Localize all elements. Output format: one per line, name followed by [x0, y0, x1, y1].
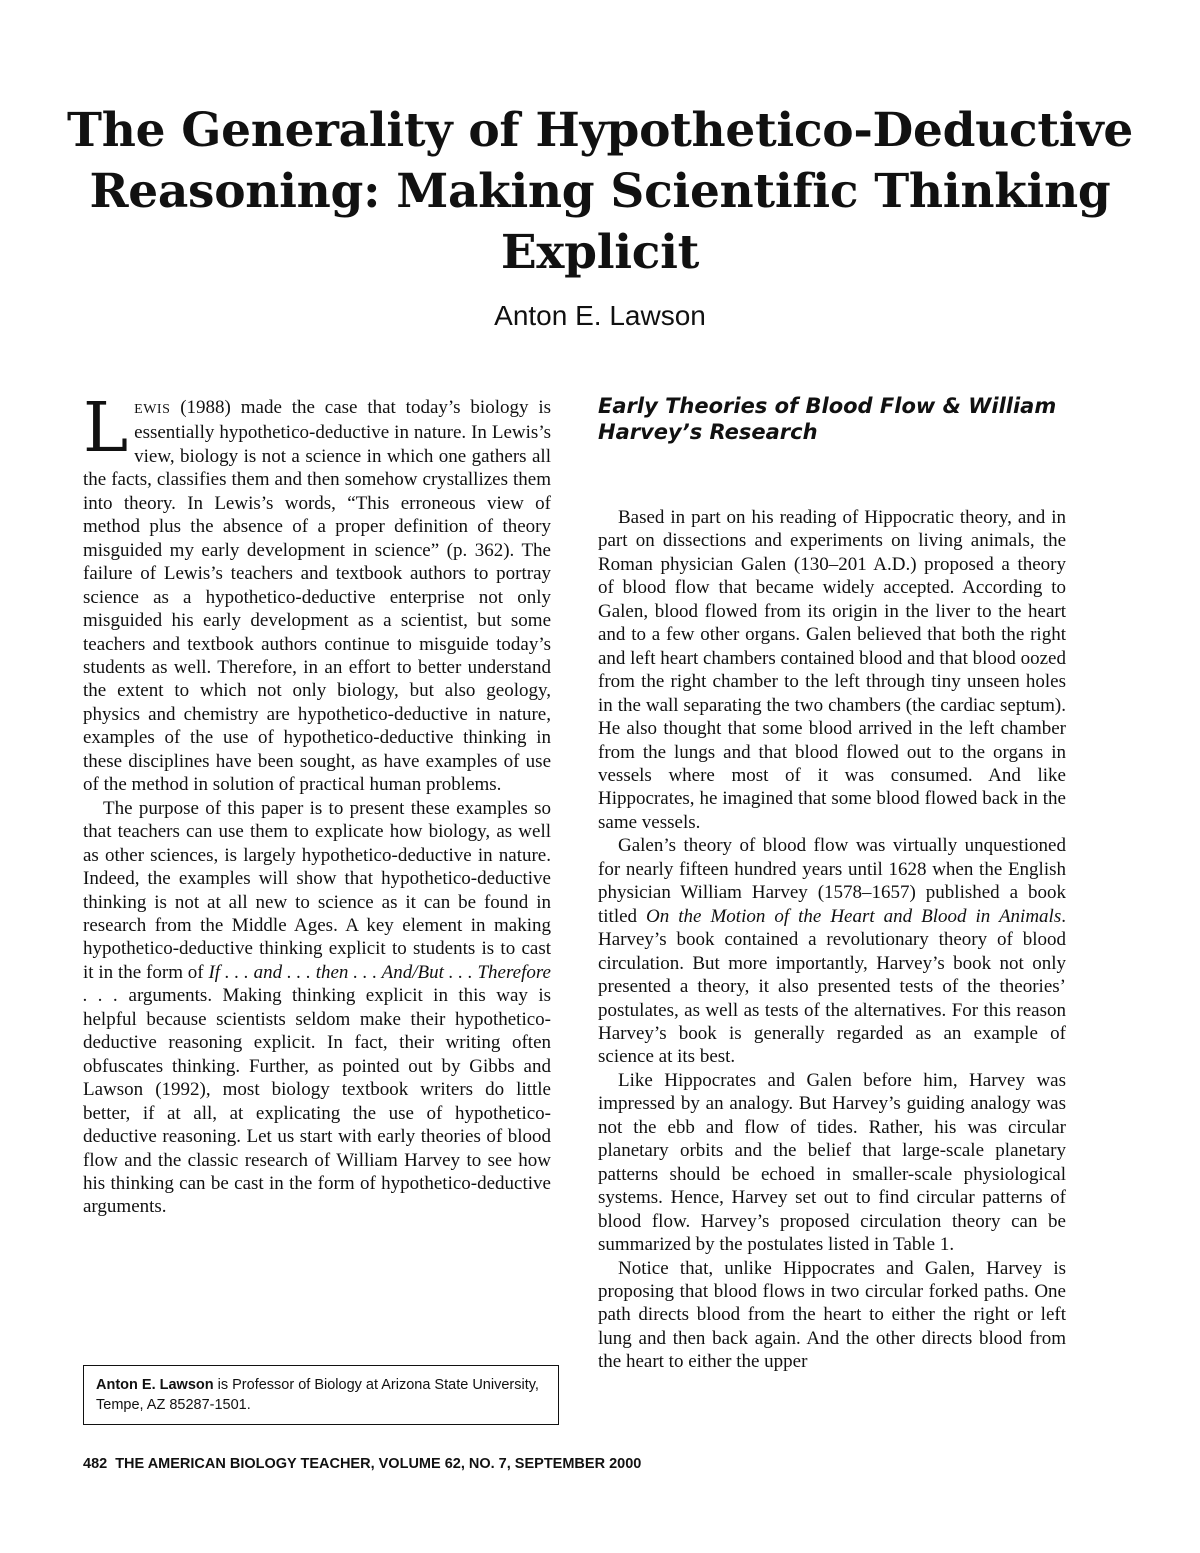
left-paragraph-2-italic: If . . . and . . . then . . . And/But . . . Therefore . . . [83, 961, 551, 1007]
right-paragraph-2-text-b: . Harvey’s book contained a revolutionary theory of blood circulation. But more importantly, Harvey’s book not only presented a theory, it also presented tests of the theories’ postulates, as well as tests of the alternatives. For this reason Harvey’s book is generally regarded as an example of science at its best. [598, 905, 1066, 1068]
left-paragraph-1-text: (1988) made the case that today’s biology is essentially hypothetico-deductive in nature. In Lewis’s view, biology is not a science in which one gathers all the facts, classifies them and then somehow crystallizes them into theory. In Lewis’s words, “This erroneous view of method plus the absence of a proper definition of theory misguided my early development in science” (p. 362). The failure of Lewis’s teachers and textbook authors to portray science as a hypothetico-deductive enterprise not only misguided his early development as a scientist, but some teachers and textbook authors continue to misguide today’s students as well. Therefore, in an effort to better understand the extent to which not only biology, but also geology, physics and chemistry are hypothetico-deductive in nature, examples of the use of hypothetico-deductive thinking in these disciplines have been sought, as have examples of use of the method in solution of practical human problems. [83, 397, 551, 796]
right-column [598, 506, 1066, 1374]
article-title: The Generality of Hypothetico-Deductive Reasoning: Making Scientific Thinking Explicit [67, 103, 1133, 280]
left-paragraph-2-text-a: The purpose of this paper is to present these examples so that teachers can use them to explicate how biology, as well as other sciences, is largely hypothetico-deductive in nature. Indeed, the examples will show that hypothetico-deductive thinking is not at all new to science as it can be found in research from the Middle Ages. A key element in making hypothetico-deductive thinking explicit to students is to cast it in the form of [83, 797, 551, 983]
book-title-italic: On the Motion of the Heart and Blood in Animals [646, 905, 1062, 927]
left-paragraph-2 [83, 797, 551, 1219]
drop-cap: L [83, 389, 129, 468]
journal-citation: THE AMERICAN BIOLOGY TEACHER, VOLUME 62, NO. 7, SEPTEMBER 2000 [115, 1456, 642, 1472]
page-number: 482 [83, 1456, 108, 1472]
right-paragraph-1: Based in part on his reading of Hippocratic theory, and in part on dissections and experiments on living animals, the Roman physician Galen (130–201 A.D.) proposed a theory of blood flow that became widely accepted. According to Galen, blood flowed from its origin in the liver to the heart and to a few other organs. Galen believed that both the right and left heart chambers contained blood and that blood oozed from the right chamber to the left through tiny unseen holes in the wall separating the two chambers (the cardiac septum). He also thought that some blood arrived in the left chamber from the lungs and that blood flowed out to the organs in vessels where most of it was consumed. And like Hippocrates, he imagined that some blood flowed back in the same vessels. [598, 507, 1066, 833]
right-paragraph-3: Like Hippocrates and Galen before him, Harvey was impressed by an analogy. But Harvey’s guiding analogy was not the ebb and flow of tides. Rather, his was circular planetary orbits and the belief that large-scale planetary patterns should be echoed in smaller-scale physiological systems. Hence, Harvey set out to find circular patterns of blood flow. Harvey’s proposed circulation theory can be summarized by the postulates listed in Table 1. [598, 1069, 1066, 1256]
section-heading: Early Theories of Blood Flow & William Harvey’s Research [598, 394, 1057, 444]
bio-text: is Professor of Biology at Arizona State University, Tempe, AZ 85287-1501. [96, 1377, 539, 1413]
author-name: Anton E. Lawson [494, 300, 706, 331]
right-paragraph-2-text-a: Galen’s theory of blood flow was virtually unquestioned for nearly fifteen hundred years until 1628 when the English physician William Harvey (1578–1657) published a book titled [598, 835, 1066, 927]
bio-name: Anton E. Lawson [96, 1377, 214, 1393]
left-paragraph-1 [83, 389, 551, 797]
left-column [83, 389, 551, 1219]
author-bio-box [83, 1365, 559, 1425]
left-paragraph-2-text-b: arguments. Making thinking explicit in this way is helpful because scientists seldom make their hypothetico-deductive reasoning explicit. In fact, their writing often obfuscates thinking. Further, as pointed out by Gibbs and Lawson (1992), most biology textbook writers do little better, if at all, at explicating the use of hypothetico-deductive reasoning. Let us start with early theories of blood flow and the classic research of William Harvey to see how his thinking can be cast in the form of hypothetico-deductive arguments. [83, 985, 551, 1218]
right-paragraph-4: Notice that, unlike Hippocrates and Galen, Harvey is proposing that blood flows in two circular forked paths. One path directs blood from the heart to either the right or left lung and then back again. And the other directs blood from the heart to either the upper [598, 1257, 1066, 1373]
lead-smallcaps: EWIS [134, 402, 171, 417]
page-footer [83, 1456, 641, 1472]
right-paragraph-2 [598, 834, 1066, 1069]
